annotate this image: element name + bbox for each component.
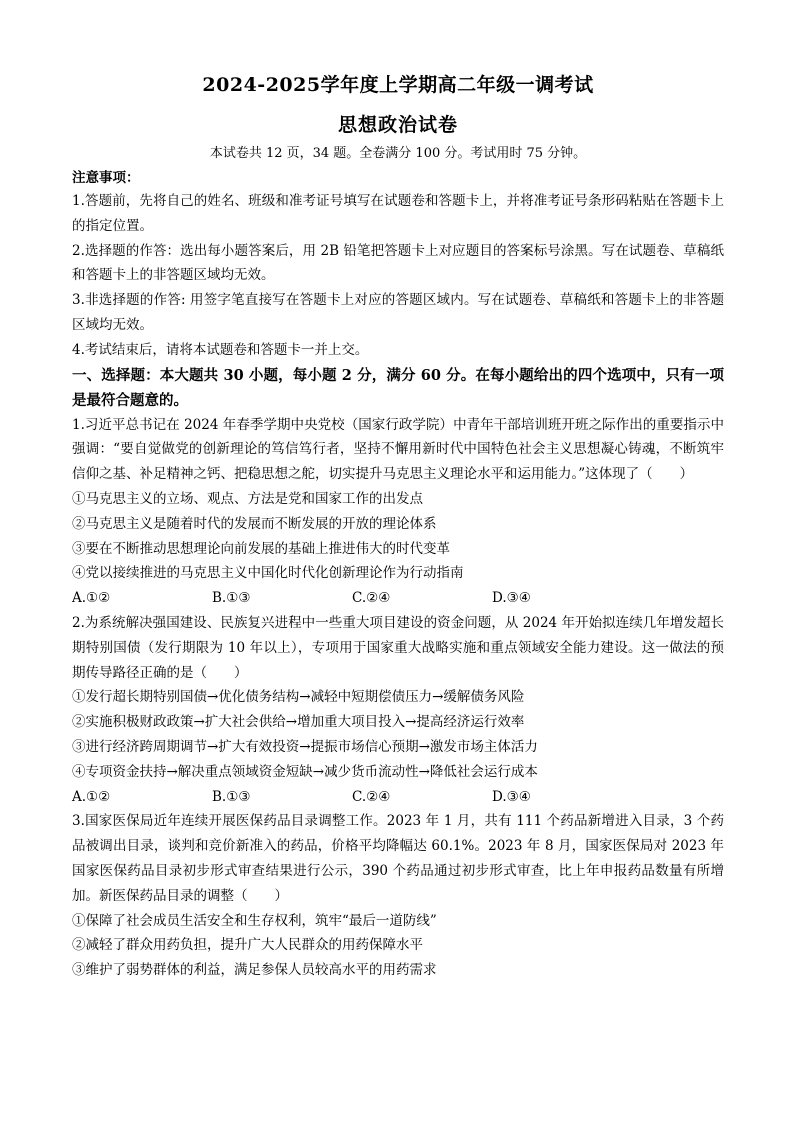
- question-1-item-3: ③要在不断推动思想理论向前发展的基础上推进伟大的时代变革: [72, 540, 450, 557]
- option-c: C.②④: [352, 788, 391, 805]
- question-1-item-4: ④党以接续推进的马克思主义中国化时代化创新理论作为行动指南: [72, 565, 464, 582]
- question-1-stem: 1.习近平总书记在 2024 年春季学期中央党校（国家行政学院）中青年干部培训班开班之际作出的重要指示中强调：“要自觉做党的创新理论的笃信笃行者，坚持不懈用新时代中国特色社会主义思想凝心铸魂，不断筑牢信仰之基、补足精神之钙、把稳思想之舵，切实提升马克思主义理论水平和运用能力。”这体现了（ ）: [72, 416, 724, 483]
- question-2-item-1: ①发行超长期特别国债→优化债务结构→减轻中短期偿债压力→缓解债务风险: [72, 689, 525, 706]
- question-3-item-1: ①保障了社会成员生活安全和生存权利，筑牢“最后一道防线”: [72, 912, 437, 929]
- option-b: B.①③: [212, 590, 251, 607]
- question-2-item-4: ④专项资金扶持→解决重点领域资金短缺→减少货币流动性→降低社会运行成本: [72, 763, 538, 780]
- question-3-item-2: ②减轻了群众用药负担，提升广大人民群众的用药保障水平: [72, 937, 423, 954]
- exam-page: [72, 70, 724, 983]
- exam-title: 2024-2025学年度上学期高二年级一调考试: [202, 74, 594, 96]
- notice-item-1: 1.答题前，先将自己的姓名、班级和准考证号填写在试题卷和答题卡上，并将准考证号条形码粘贴在答题卡上的指定位置。: [72, 193, 724, 234]
- option-d: D.③④: [492, 590, 531, 607]
- question-2-item-3: ③进行经济跨周期调节→扩大有效投资→提振市场信心预期→激发市场主体活力: [72, 738, 538, 755]
- question-1-item-2: ②马克思主义是随着时代的发展而不断发展的开放的理论体系: [72, 515, 437, 532]
- question-2-options: [72, 785, 724, 810]
- notice-item-2: 2.选择题的作答：选出每小题答案后，用 2B 铅笔把答题卡上对应题目的答案标号涂黑。写在试题卷、草稿纸和答题卡上的非答题区域均无效。: [72, 242, 724, 284]
- notice-item-3: 3.非选择题的作答: 用签字笔直接写在答题卡上对应的答题区域内。写在试题卷、草稿纸和答题卡上的非答题区域均无效。: [72, 292, 724, 333]
- question-2-stem: 2.为系统解决强国建设、民族复兴进程中一些重大项目建设的资金问题，从 2024 年开始拟连续几年增发超长期特别国债（发行期限为 10 年以上），专项用于国家重大战略实施和重点领域安全能力建设。这一做法的预期传导路径正确的是（ ）: [72, 614, 724, 681]
- notice-heading: 注意事项：: [72, 170, 140, 186]
- exam-info: 本试卷共 12 页，34 题。全卷满分 100 分。考试用时 75 分钟。: [209, 146, 587, 161]
- option-c: C.②④: [352, 590, 391, 607]
- question-2-item-2: ②实施积极财政政策→扩大社会供给→增加重大项目投入→提高经济运行效率: [72, 714, 525, 731]
- question-1-item-1: ①马克思主义的立场、观点、方法是党和国家工作的出发点: [72, 490, 423, 507]
- notice-item-4: 4.考试结束后，请将本试题卷和答题卡一并上交。: [72, 341, 369, 358]
- option-a: A.①②: [72, 788, 111, 805]
- question-1-options: [72, 586, 724, 611]
- option-a: A.①②: [72, 590, 111, 607]
- question-3-stem: 3.国家医保局近年连续开展医保药品目录调整工作。2023 年 1 月，共有 111 个药品新增进入目录，3 个药品被调出目录，谈判和竞价新准入的药品，价格平均降幅达 60.1%。2023 年 8 月，国家医保局对 2023 年国家医保药品目录初步形式审查结果进行公示，390 个药品通过初步形式审查，比上年申报药品数量有所增加。新医保药品目录的调整（ ）: [72, 813, 724, 904]
- option-b: B.①③: [212, 788, 251, 805]
- question-3-item-3: ③维护了弱势群体的利益，满足参保人员较高水平的用药需求: [72, 962, 437, 979]
- exam-subject: 思想政治试卷: [337, 114, 458, 136]
- section-heading: 一、选择题：本大题共 30 小题，每小题 2 分，满分 60 分。在每小题给出的四个选项中，只有一项是最符合题意的。: [72, 366, 724, 409]
- option-d: D.③④: [492, 788, 531, 805]
